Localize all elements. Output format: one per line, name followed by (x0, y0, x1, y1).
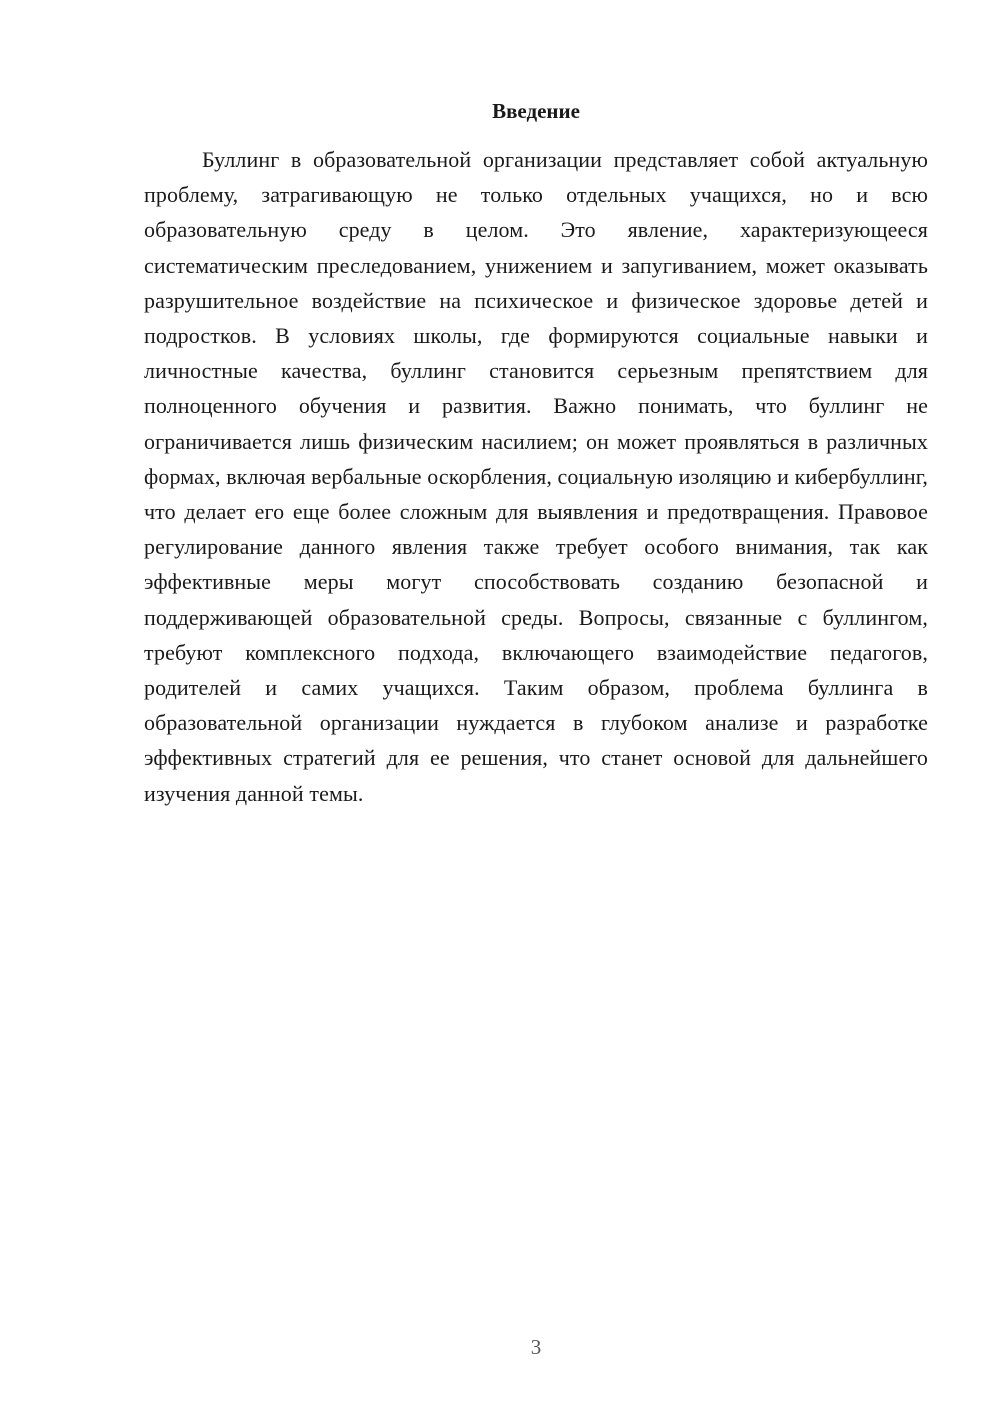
section-heading: Введение (492, 99, 580, 123)
body-paragraph: Буллинг в образовательной организации представляет собой актуальную проблему, затрагивающую не только отдельных учащихся, но и всю образовательную среду в целом. Это явление, характеризующееся систематическим преследованием, унижением и запугиванием, может оказывать разрушительное воздействие на психическое и физическое здоровье детей и подростков. В условиях школы, где формируются социальные навыки и личностные качества, буллинг становится серьезным препятствием для полноценного обучения и развития. Важно понимать, что буллинг не ограничивается лишь физическим насилием; он может проявляться в различных формах, включая вербальные оскорбления, социальную изоляцию и кибербуллинг, что делает его еще более сложным для выявления и предотвращения. Правовое регулирование данного явления также требует особого внимания, так как эффективные меры могут способствовать созданию безопасной и поддерживающей образовательной среды. Вопросы, связанные с буллингом, требуют комплексного подхода, включающего взаимодействие педагогов, родителей и самих учащихся. Таким образом, проблема буллинга в образовательной организации нуждается в глубоком анализе и разработке эффективных стратегий для ее решения, что станет основой для дальнейшего изучения данной темы. (144, 147, 928, 806)
page-number: 3 (530, 1335, 542, 1359)
